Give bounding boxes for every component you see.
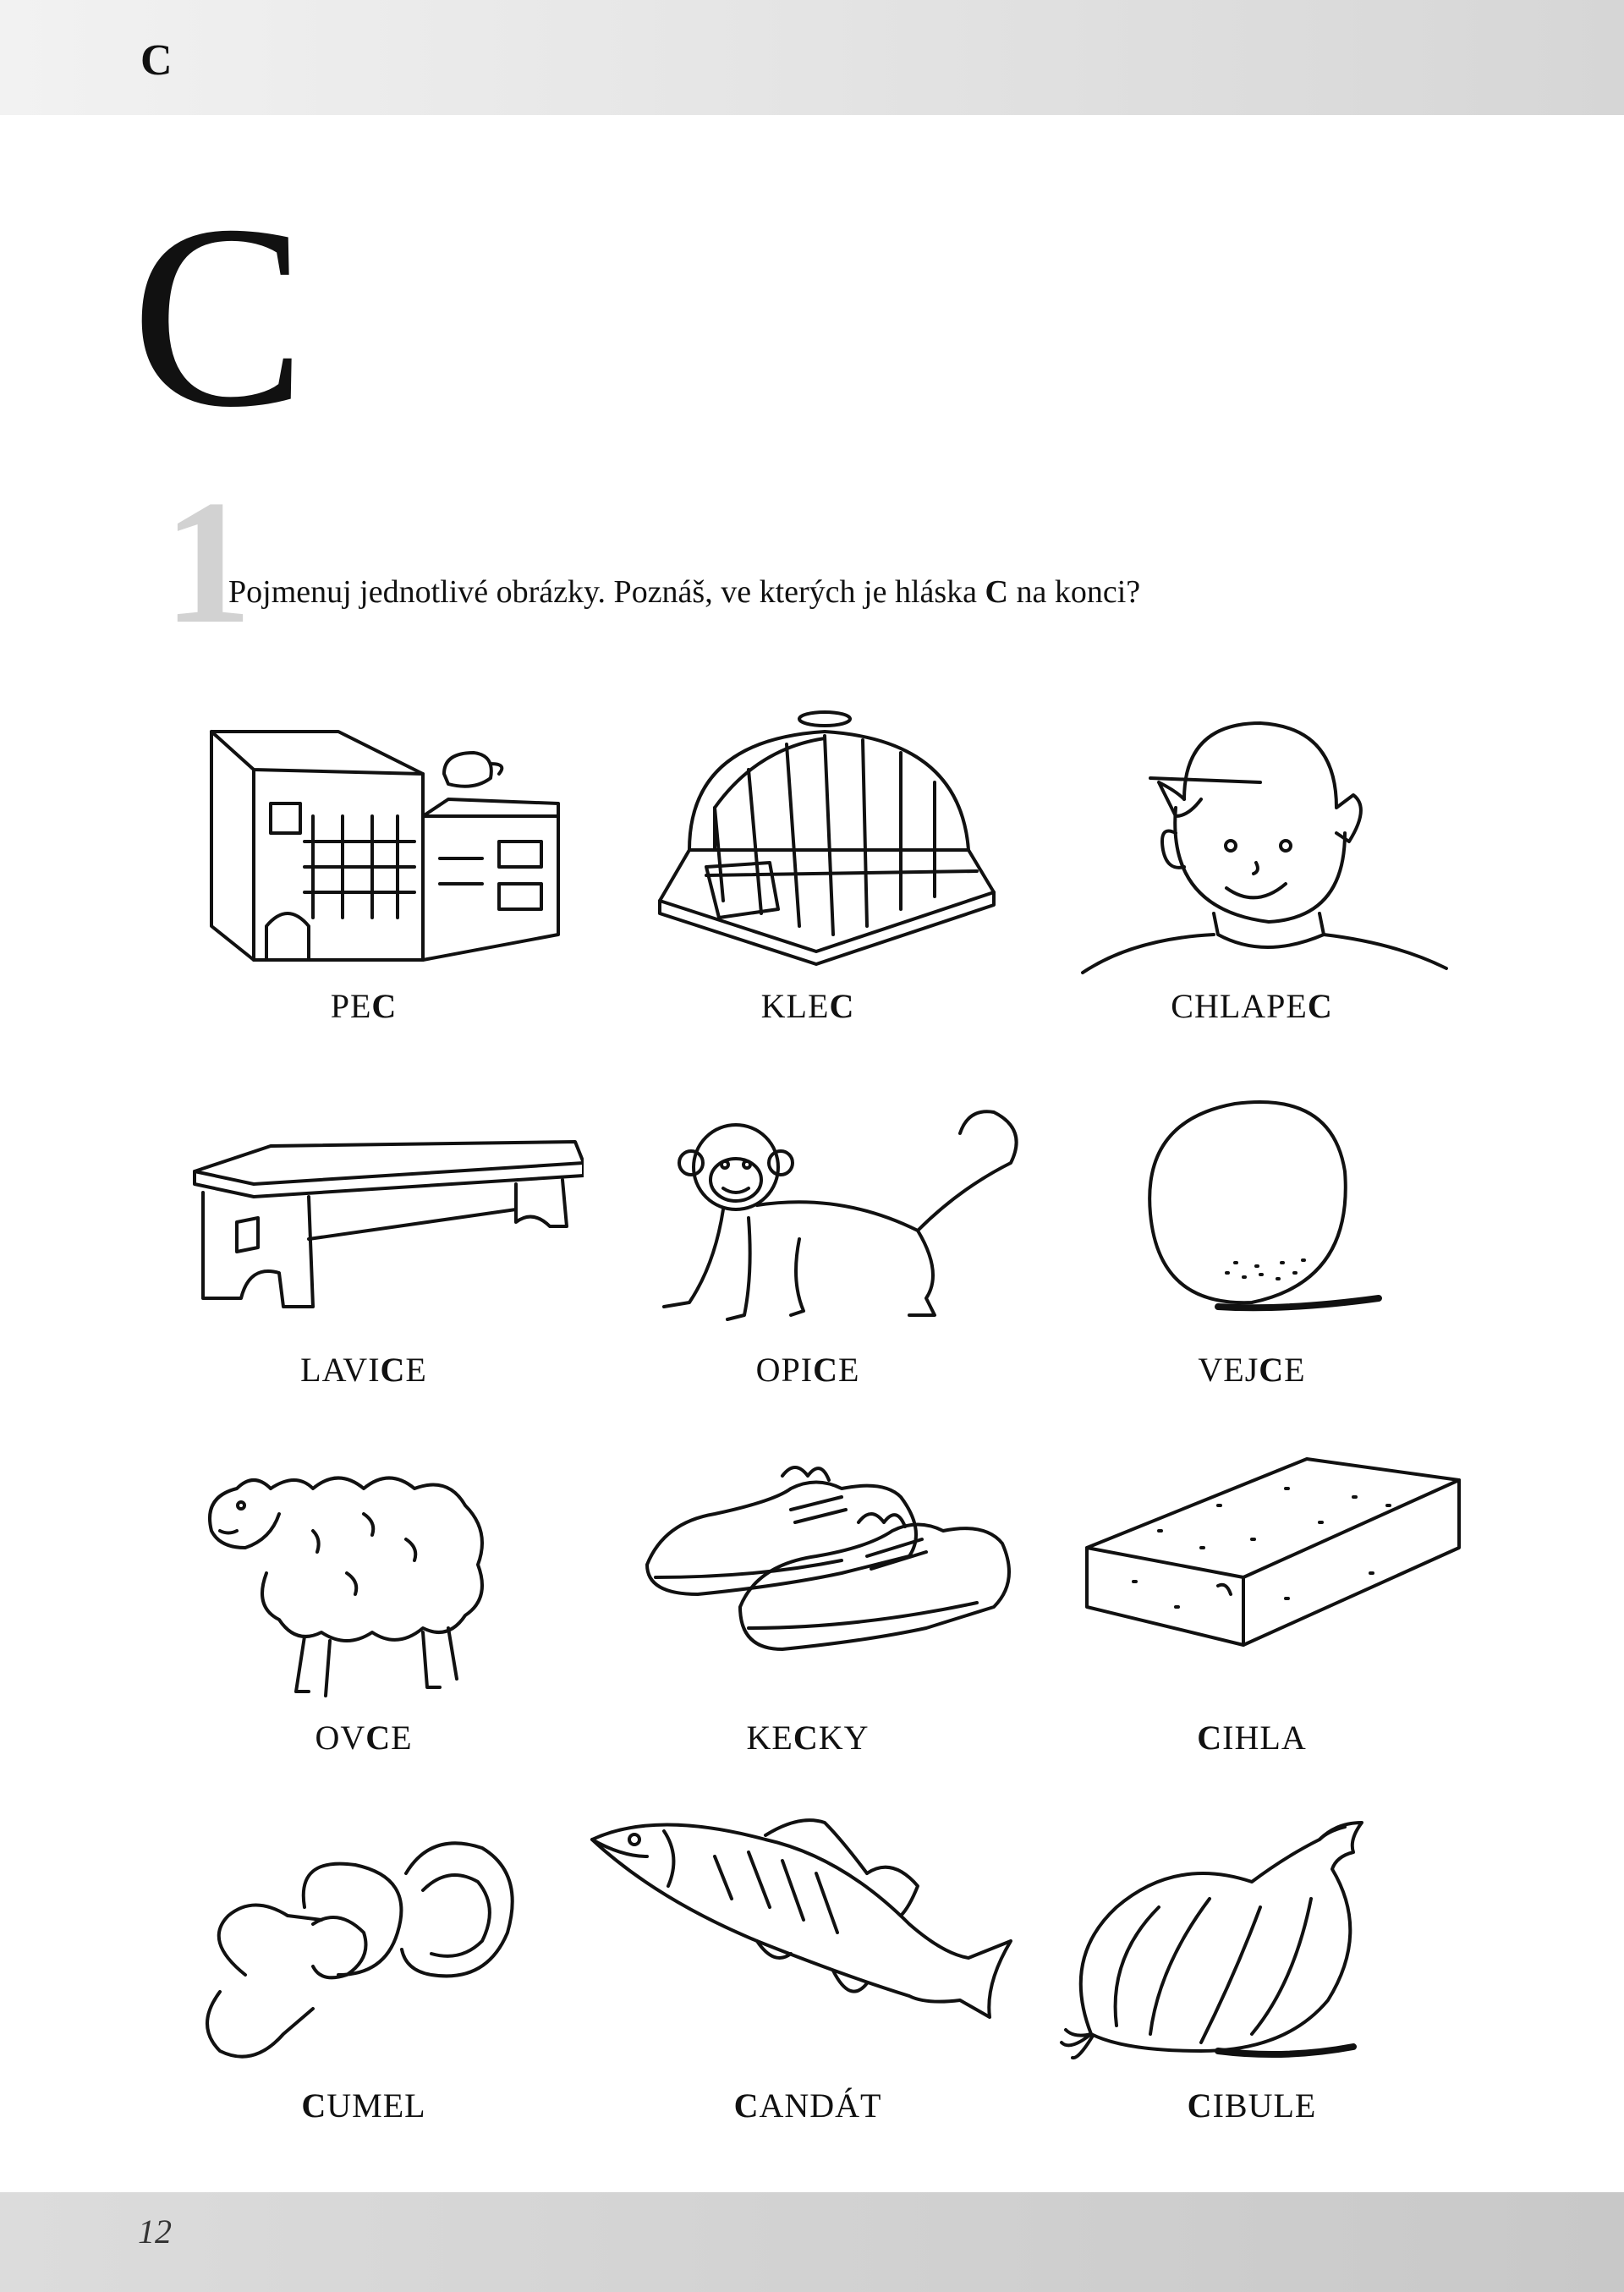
- word-label: VEJCE: [1198, 1351, 1306, 1389]
- word-label: KLEC: [760, 987, 855, 1025]
- picture-item: [1032, 1070, 1472, 1408]
- monkey-icon: [588, 1070, 1028, 1341]
- word-label: LAVICE: [300, 1351, 427, 1389]
- title-letter: C: [131, 172, 306, 462]
- sneakers-icon: [588, 1438, 1028, 1708]
- boy-icon: [1032, 706, 1472, 977]
- instruction-text-before: Pojmenuj jednotlivé obrázky. Poznáš, ve kterých je hláska: [228, 574, 985, 610]
- picture-item: [588, 1438, 1028, 1776]
- word-label: CIBULE: [1187, 2086, 1317, 2125]
- picture-item: [1032, 706, 1472, 1045]
- picture-item: [588, 706, 1028, 1045]
- word-label: CHLAPEC: [1171, 987, 1333, 1025]
- instruction-text-after: na konci?: [1007, 574, 1141, 610]
- picture-item: [588, 1070, 1028, 1408]
- word-label: CUMEL: [301, 2086, 426, 2125]
- word-label: OPICE: [755, 1351, 860, 1389]
- pacifier-icon: [144, 1806, 584, 2076]
- instruction-text-bold: C: [985, 574, 1008, 610]
- brick-icon: [1032, 1438, 1472, 1708]
- bench-icon: [144, 1070, 584, 1341]
- word-label: PEC: [330, 987, 398, 1025]
- picture-item: [144, 1806, 584, 2144]
- egg-icon: [1032, 1070, 1472, 1341]
- fish-icon: [588, 1806, 1028, 2076]
- word-label: CIHLA: [1197, 1719, 1307, 1757]
- footer-band: [0, 2192, 1624, 2292]
- picture-item: [588, 1806, 1028, 2144]
- picture-item: [1032, 1806, 1472, 2144]
- cage-icon: [588, 706, 1028, 977]
- onion-icon: [1032, 1806, 1472, 2076]
- picture-item: [1032, 1438, 1472, 1776]
- word-label: KECKY: [746, 1719, 870, 1757]
- stove-icon: [144, 706, 584, 977]
- word-label: CANDÁT: [733, 2086, 882, 2125]
- sheep-icon: [144, 1438, 584, 1708]
- header-letter: C: [140, 36, 173, 85]
- picture-item: [144, 706, 584, 1045]
- picture-item: [144, 1438, 584, 1776]
- picture-item: [144, 1070, 584, 1408]
- page-number: 12: [138, 2212, 172, 2251]
- word-label: OVCE: [315, 1719, 413, 1757]
- task-number: 1: [163, 464, 252, 661]
